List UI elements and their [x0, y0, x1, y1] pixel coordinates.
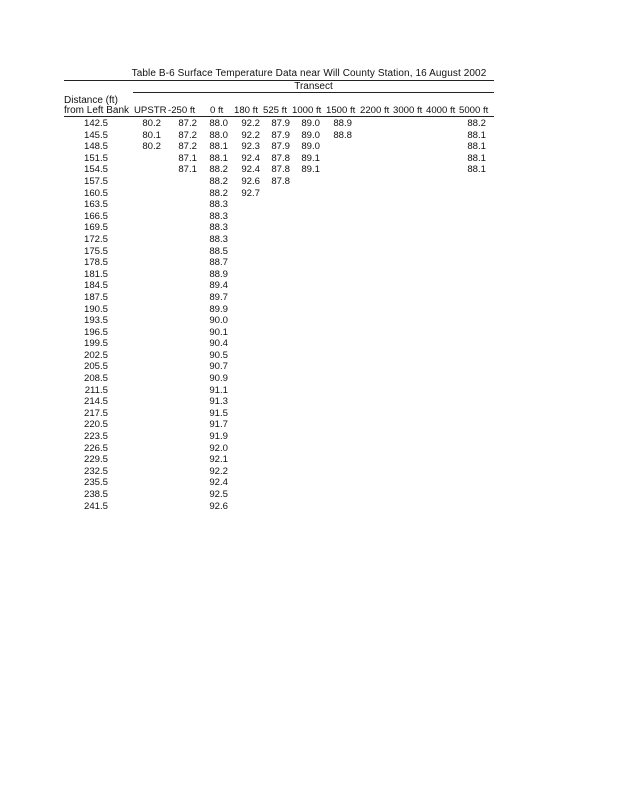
180ft-cell: 92.6 — [241, 175, 260, 187]
0ft-cell: 91.3 — [209, 396, 228, 408]
table-row — [0, 501, 618, 513]
5000ft-cell: 88.1 — [467, 164, 486, 176]
table-row — [0, 315, 618, 327]
table-row — [0, 164, 618, 176]
180ft-cell: 92.3 — [241, 141, 260, 153]
temperature-table-body — [0, 118, 618, 512]
col-header-upstr: UPSTR — [134, 105, 167, 116]
distance-cell: 190.5 — [83, 303, 108, 315]
table-row — [0, 222, 618, 234]
0ft-cell: 91.7 — [209, 419, 228, 431]
distance-cell: 199.5 — [83, 338, 108, 350]
distance-cell: 148.5 — [83, 141, 108, 153]
distance-cell: 229.5 — [83, 454, 108, 466]
5000ft-cell: 88.1 — [467, 152, 486, 164]
table-row — [0, 118, 618, 130]
col-header-5000: 5000 ft — [459, 105, 489, 116]
distance-cell: 175.5 — [83, 245, 108, 257]
col-header-180: 180 ft — [234, 105, 259, 116]
0ft-cell: 90.0 — [209, 315, 228, 327]
5000ft-cell: 88.1 — [467, 129, 486, 141]
distance-cell: 211.5 — [84, 384, 108, 396]
180ft-cell: 92.2 — [241, 118, 260, 129]
525ft-cell: 87.9 — [271, 141, 290, 153]
0ft-cell: 92.6 — [209, 500, 228, 512]
distance-cell: 172.5 — [83, 233, 108, 245]
0ft-cell: 89.7 — [209, 291, 228, 303]
distance-cell: 184.5 — [83, 280, 108, 292]
table-row — [0, 361, 618, 373]
525ft-cell: 87.9 — [271, 129, 290, 141]
525ft-cell: 87.8 — [271, 164, 290, 176]
distance-cell: 163.5 — [83, 199, 108, 211]
0ft-cell: 88.3 — [209, 199, 228, 211]
table-row — [0, 466, 618, 478]
table-row — [0, 373, 618, 385]
0ft-cell: 92.0 — [209, 442, 228, 454]
col-header-4000: 4000 ft — [426, 105, 456, 116]
0ft-cell: 92.2 — [209, 465, 228, 477]
table-row — [0, 304, 618, 316]
upstr-cell: 80.1 — [142, 129, 161, 141]
0ft-cell: 90.9 — [209, 373, 228, 385]
0ft-cell: 92.4 — [209, 477, 228, 489]
0ft-cell: 88.1 — [209, 141, 228, 153]
distance-cell: 178.5 — [83, 257, 108, 269]
table-row — [0, 396, 618, 408]
525ft-cell: 87.9 — [271, 118, 290, 129]
0ft-cell: 88.7 — [209, 257, 228, 269]
table-row — [0, 419, 618, 431]
table-row — [0, 141, 618, 153]
distance-cell: 223.5 — [83, 431, 108, 443]
col-header-1500: 1500 ft — [326, 105, 356, 116]
table-row — [0, 338, 618, 350]
table-row — [0, 211, 618, 223]
1500ft-cell: 88.8 — [333, 129, 352, 141]
col-header-0: 0 ft — [210, 105, 224, 116]
5000ft-cell: 88.1 — [467, 141, 486, 153]
distance-cell: 238.5 — [83, 489, 108, 500]
distance-cell: 157.5 — [83, 175, 108, 187]
distance-cell: 235.5 — [83, 477, 108, 489]
1000ft-cell: 89.0 — [301, 118, 320, 129]
0ft-cell: 88.2 — [209, 175, 228, 187]
0ft-cell: 90.1 — [209, 326, 228, 338]
distance-label: Distance (ft) — [64, 95, 118, 106]
table-row — [0, 257, 618, 269]
distance-cell: 202.5 — [83, 349, 108, 361]
table-row — [0, 477, 618, 489]
0ft-cell: 91.9 — [209, 431, 228, 443]
minus-250-cell: 87.1 — [178, 152, 197, 164]
180ft-cell: 92.4 — [241, 152, 260, 164]
0ft-cell: 91.1 — [209, 384, 228, 396]
525ft-cell: 87.8 — [271, 152, 290, 164]
distance-cell: 241.5 — [83, 500, 108, 512]
minus-250-cell: 87.2 — [178, 129, 197, 141]
distance-cell: 154.5 — [83, 164, 108, 176]
col-header-3000: 3000 ft — [393, 105, 423, 116]
table-row — [0, 454, 618, 466]
1000ft-cell: 89.1 — [301, 152, 320, 164]
table-row — [0, 199, 618, 211]
distance-cell: 208.5 — [83, 373, 108, 385]
distance-cell: 217.5 — [83, 407, 108, 419]
distance-cell: 232.5 — [83, 465, 108, 477]
table-row — [0, 443, 618, 455]
table-row — [0, 385, 618, 397]
minus-250-cell: 87.2 — [178, 118, 197, 129]
180ft-cell: 92.2 — [241, 129, 260, 141]
col-header-1000: 1000 ft — [292, 105, 322, 116]
0ft-cell: 88.9 — [209, 268, 228, 280]
distance-cell: 142.5 — [83, 118, 108, 129]
table-row — [0, 269, 618, 281]
0ft-cell: 88.2 — [209, 164, 228, 176]
upstr-cell: 80.2 — [142, 118, 161, 129]
5000ft-cell: 88.2 — [467, 118, 486, 129]
180ft-cell: 92.4 — [241, 164, 260, 176]
table-row — [0, 431, 618, 443]
table-row — [0, 130, 618, 142]
transect-label: Transect — [294, 81, 333, 92]
1500ft-cell: 88.9 — [333, 118, 352, 129]
distance-cell: 166.5 — [83, 210, 108, 222]
distance-cell: 151.5 — [83, 152, 108, 164]
distance-cell: 220.5 — [83, 419, 108, 431]
525ft-cell: 87.8 — [271, 175, 290, 187]
1000ft-cell: 89.0 — [301, 129, 320, 141]
distance-cell: 214.5 — [83, 396, 108, 408]
distance-cell: 181.5 — [83, 268, 108, 280]
table-row — [0, 280, 618, 292]
distance-cell: 169.5 — [83, 222, 108, 234]
col-header-minus-250: -250 ft — [168, 105, 196, 116]
table-row — [0, 246, 618, 258]
col-header-2200: 2200 ft — [360, 105, 390, 116]
0ft-cell: 88.2 — [209, 187, 228, 199]
table-title: Table B-6 Surface Temperature Data near Will County Station, 16 August 2002 — [131, 68, 487, 79]
upstr-cell: 80.2 — [142, 141, 161, 153]
1000ft-cell: 89.0 — [301, 141, 320, 153]
0ft-cell: 90.7 — [209, 361, 228, 373]
0ft-cell: 88.3 — [209, 222, 228, 234]
table-row — [0, 176, 618, 188]
0ft-cell: 92.1 — [209, 454, 228, 466]
table-row — [0, 327, 618, 339]
header-rule — [64, 116, 494, 117]
distance-cell: 193.5 — [83, 315, 108, 327]
1000ft-cell: 89.1 — [301, 164, 320, 176]
0ft-cell: 88.0 — [209, 129, 228, 141]
transect-rule — [133, 92, 494, 93]
distance-cell: 160.5 — [83, 187, 108, 199]
distance-cell: 196.5 — [83, 326, 108, 338]
0ft-cell: 88.5 — [209, 245, 228, 257]
0ft-cell: 88.3 — [209, 210, 228, 222]
distance-cell: 205.5 — [83, 361, 108, 373]
distance-cell: 226.5 — [83, 442, 108, 454]
0ft-cell: 88.3 — [209, 233, 228, 245]
0ft-cell: 89.4 — [209, 280, 228, 292]
distance-cell: 187.5 — [83, 291, 108, 303]
0ft-cell: 91.5 — [209, 407, 228, 419]
table-row — [0, 153, 618, 165]
minus-250-cell: 87.2 — [178, 141, 197, 153]
distance-cell: 145.5 — [83, 129, 108, 141]
0ft-cell: 90.5 — [209, 349, 228, 361]
0ft-cell: 89.9 — [209, 303, 228, 315]
table-row — [0, 408, 618, 420]
table-row — [0, 292, 618, 304]
table-row — [0, 188, 618, 200]
0ft-cell: 88.0 — [209, 118, 228, 129]
table-row — [0, 350, 618, 362]
col-header-525: 525 ft — [263, 105, 288, 116]
table-row — [0, 489, 618, 501]
0ft-cell: 90.4 — [209, 338, 228, 350]
table-row — [0, 234, 618, 246]
distance-label-sub: from Left Bank — [64, 105, 130, 116]
minus-250-cell: 87.1 — [178, 164, 197, 176]
180ft-cell: 92.7 — [241, 187, 260, 199]
0ft-cell: 88.1 — [209, 152, 228, 164]
0ft-cell: 92.5 — [209, 489, 228, 500]
